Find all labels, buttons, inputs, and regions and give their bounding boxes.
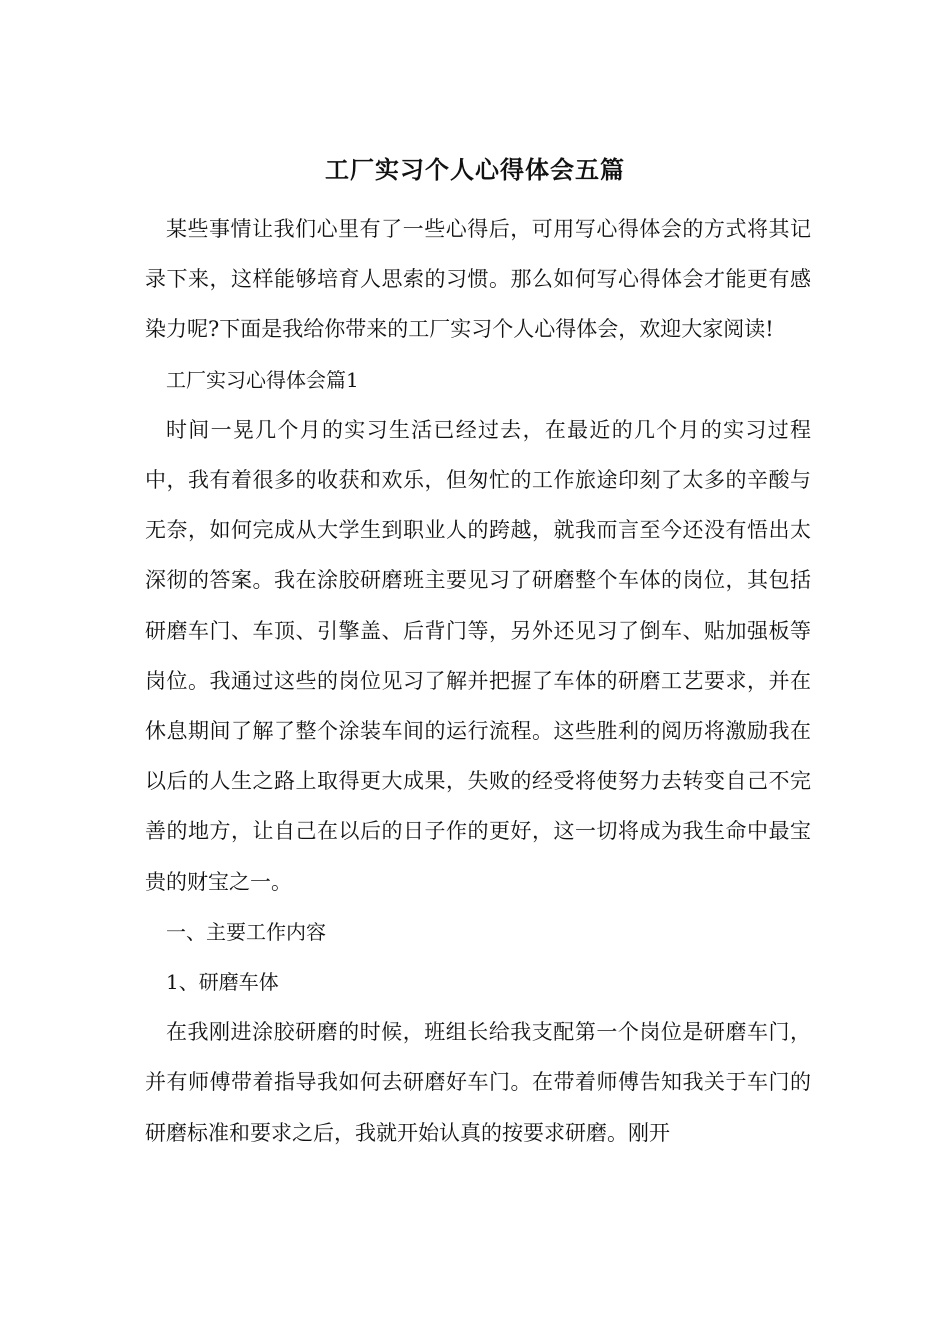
section-heading: 工厂实习心得体会篇1 (166, 367, 359, 392)
document-title: 工厂实习个人心得体会五篇 (325, 155, 625, 184)
document-body (145, 204, 811, 1158)
intro-paragraph: 某些事情让我们心里有了一些心得后，可用写心得体会的方式将其记录下来，这样能够培育人思索的习惯。那么如何写心得体会才能更有感染力呢?下面是我给你带来的工厂实习个人心得体会，欢迎大家阅读! (145, 217, 811, 342)
section1-paragraph: 时间一晃几个月的实习生活已经过去，在最近的几个月的实习过程中，我有着很多的收获和欢乐，但匆忙的工作旅途印刻了太多的辛酸与无奈，如何完成从大学生到职业人的跨越，就我而言至今还没有悟出太深彻的答案。我在涂胶研磨班主要见习了研磨整个车体的岗位，其包括研磨车门、车顶、引擎盖、后背门等，另外还见习了倒车、贴加强板等岗位。我通过这些的岗位见习了解并把握了车体的研磨工艺要求，并在休息期间了解了整个涂装车间的运行流程。这些胜利的阅历将激励我在以后的人生之路上取得更大成果，失败的经受将使努力去转变自己不完善的地方，让自己在以后的日子作的更好，这一切将成为我生命中最宝贵的财宝之一。 (145, 417, 811, 894)
subheading-polishing: 1、研磨车体 (166, 970, 279, 995)
subheading-work-content: 一、主要工作内容 (166, 919, 326, 944)
section2-paragraph: 在我刚进涂胶研磨的时候，班组长给我支配第一个岗位是研磨车门，并有师傅带着指导我如何去研磨好车门。在带着师傅告知我关于车门的研磨标准和要求之后，我就开始认真的按要求研磨。刚开 (145, 1020, 811, 1145)
